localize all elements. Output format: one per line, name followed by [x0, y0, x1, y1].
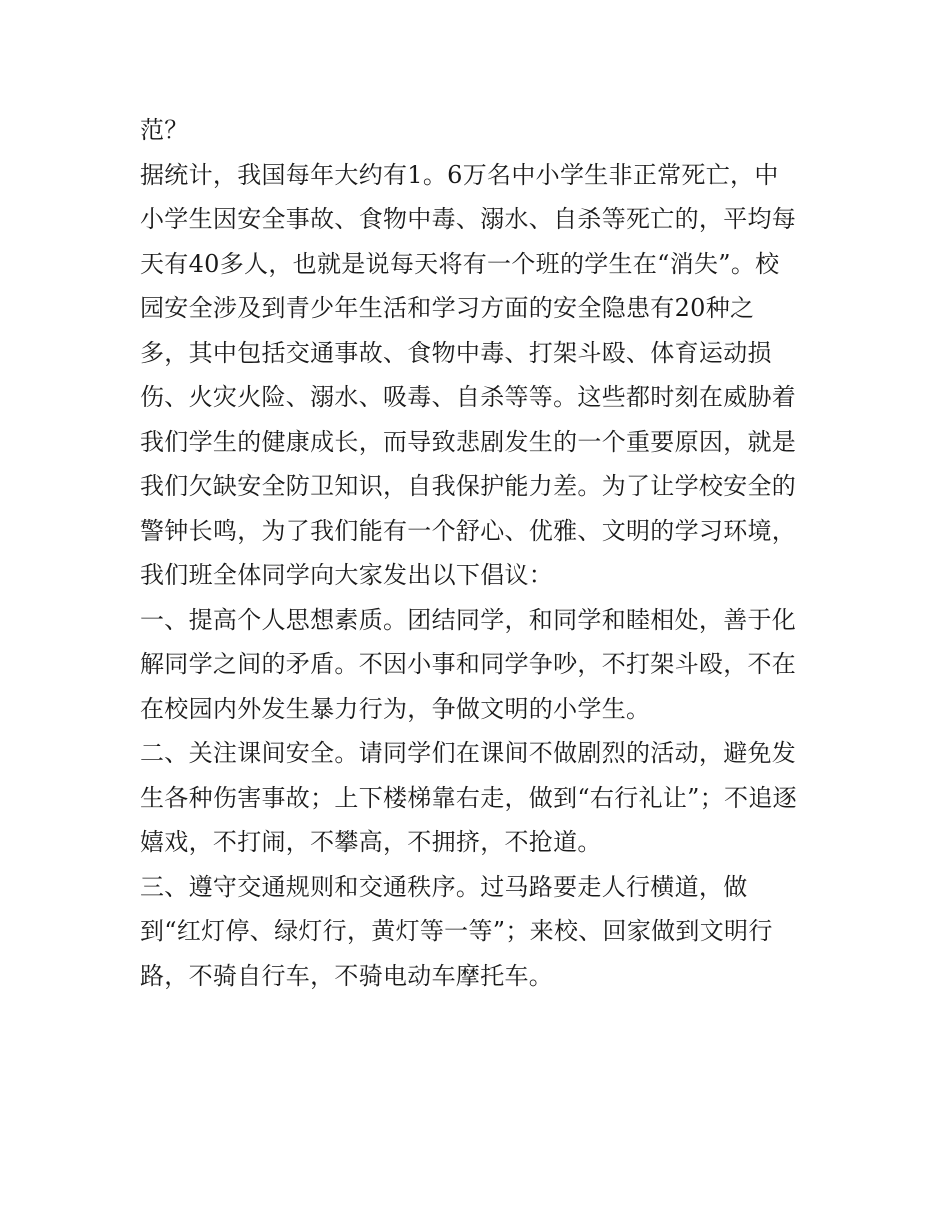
text-line: 警钟长鸣，为了我们能有一个舒心、优雅、文明的学习环境，	[140, 516, 797, 545]
text-line: 在校园内外发生暴力行为，争做文明的小学生。	[140, 694, 651, 723]
text-line: 园安全涉及到青少年生活和学习方面的安全隐患有20种之	[140, 294, 755, 322]
text-line: 我们班全体同学向大家发出以下倡议：	[140, 561, 554, 589]
text-line: 一、提高个人思想素质。团结同学，和同学和睦相处，善于化	[140, 605, 797, 634]
text-line: 三、遵守交通规则和交通秩序。过马路要走人行横道，做	[140, 872, 748, 901]
text-line: 嬉戏，不打闹，不攀高，不拥挤，不抢道。	[140, 828, 602, 856]
text-line: 生各种伤害事故；上下楼梯靠右走，做到“右行礼让”；不追逐	[140, 783, 797, 812]
text-line: 解同学之间的矛盾。不因小事和同学争吵，不打架斗殴，不在	[140, 650, 797, 678]
text-line: 我们欠缺安全防卫知识，自我保护能力差。为了让学校安全的	[140, 472, 797, 500]
text-line: 多，其中包括交通事故、食物中毒、打架斗殴、体育运动损	[140, 338, 772, 367]
document-body	[140, 108, 820, 998]
text-line: 我们学生的健康成长，而导致悲剧发生的一个重要原因，就是	[140, 427, 797, 456]
text-line: 伤、火灾火险、溺水、吸毒、自杀等等。这些都时刻在威胁着	[140, 383, 797, 411]
text-line: 小学生因安全事故、食物中毒、溺水、自杀等死亡的，平均每	[140, 205, 797, 233]
text-line: 二、关注课间安全。请同学们在课间不做剧烈的活动，避免发	[140, 739, 797, 767]
text-line: 据统计，我国每年大约有1。6万名中小学生非正常死亡，中	[140, 160, 779, 189]
text-line: 范？	[140, 116, 189, 144]
text-line: 天有40多人，也就是说每天将有一个班的学生在“消失”。校	[140, 249, 780, 278]
text-line: 到“红灯停、绿灯行，黄灯等一等”；来校、回家做到文明行	[140, 917, 773, 945]
text-line: 路，不骑自行车，不骑电动车摩托车。	[140, 961, 554, 990]
